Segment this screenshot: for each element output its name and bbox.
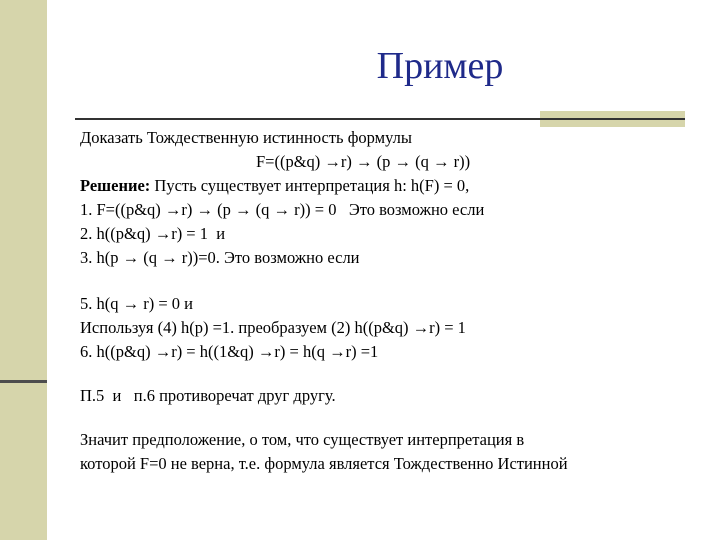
left-accent-bar <box>0 0 47 540</box>
step-transform: Используя (4) h(p) =1. преобразуем (2) h((p&q) →r) = 1 <box>80 318 466 337</box>
step-1: 1. F=((p&q) →r) → (p → (q → r)) = 0 Это возможно если <box>80 200 485 219</box>
step-2: 2. h((p&q) →r) = 1 и <box>80 224 226 243</box>
contradiction-line: П.5 и п.6 противоречат друг другу. <box>80 386 336 405</box>
conclusion-line-2: которой F=0 не верна, т.е. формула является Тождественно Истинной <box>80 454 568 473</box>
formula-line: F=((p&q) →r) → (p → (q → r)) <box>256 152 471 171</box>
slide-title: Пример <box>376 45 504 87</box>
title-divider <box>75 118 685 120</box>
step-3: 3. h(p → (q → r))=0. Это возможно если <box>80 248 360 267</box>
solution-label: Решение: <box>80 176 151 195</box>
slide-body <box>80 126 700 476</box>
solution-line <box>80 174 700 198</box>
solution-text: Пусть существует интерпретация h: h(F) = 0, <box>150 176 470 195</box>
statement-line: Доказать Тождественную истинность формулы <box>80 128 412 147</box>
left-bar-divider <box>0 380 47 383</box>
step-6: 6. h((p&q) →r) = h((1&q) →r) = h(q →r) =1 <box>80 342 379 361</box>
conclusion-line-1: Значит предположение, о том, что существует интерпретация в <box>80 430 525 449</box>
step-5: 5. h(q → r) = 0 и <box>80 294 193 313</box>
